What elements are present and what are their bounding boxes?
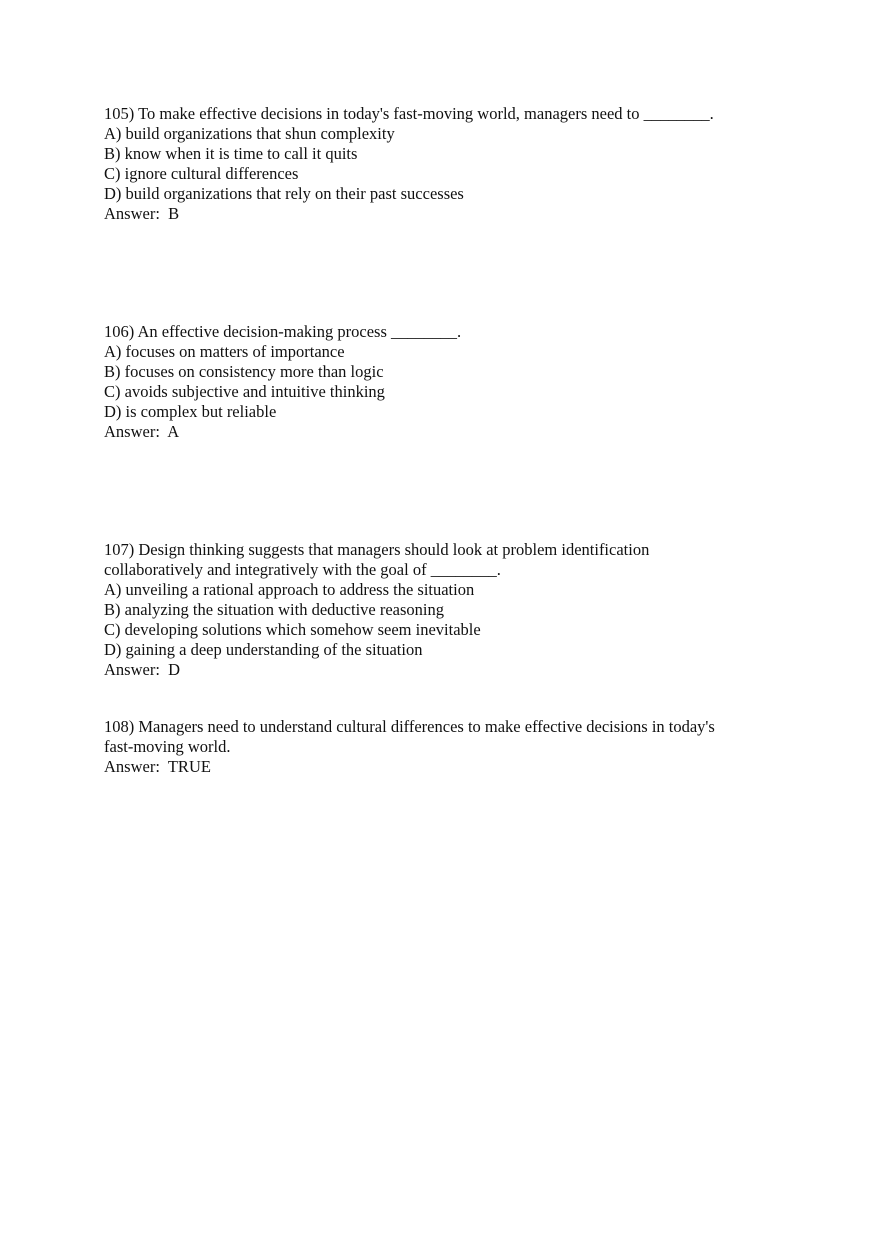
answer-option-a: A) focuses on matters of importance: [104, 342, 345, 361]
question-text: Design thinking suggests that managers should look at problem identification: [138, 540, 650, 559]
question-stem: [104, 104, 784, 124]
question-number: 105): [104, 104, 135, 123]
answer-key: Answer: TRUE: [104, 757, 211, 776]
answer-option-d: D) gaining a deep understanding of the situation: [104, 640, 423, 659]
answer-option-d: D) is complex but reliable: [104, 402, 277, 421]
answer-option-b: B) analyzing the situation with deductive reasoning: [104, 600, 444, 619]
answer-option-a: A) unveiling a rational approach to address the situation: [104, 580, 475, 599]
question-107: [104, 540, 784, 680]
question-text: Managers need to understand cultural differences to make effective decisions in today's: [138, 717, 715, 736]
question-text: To make effective decisions in today's fast-moving world, managers need to ________.: [138, 104, 714, 123]
answer-option-d: D) build organizations that rely on their past successes: [104, 184, 464, 203]
question-105: [104, 104, 784, 224]
answer-key: Answer: D: [104, 660, 181, 679]
question-text-continued: collaboratively and integratively with the goal of ________.: [104, 560, 501, 579]
answer-option-b: B) know when it is time to call it quits: [104, 144, 358, 163]
question-number: 107): [104, 540, 135, 559]
question-106: [104, 322, 784, 442]
answer-option-b: B) focuses on consistency more than logic: [104, 362, 384, 381]
question-text-continued: fast-moving world.: [104, 737, 231, 756]
answer-option-c: C) developing solutions which somehow seem inevitable: [104, 620, 481, 639]
answer-key: Answer: B: [104, 204, 180, 223]
question-text: An effective decision-making process ________.: [137, 322, 462, 341]
answer-option-a: A) build organizations that shun complexity: [104, 124, 395, 143]
question-stem: [104, 717, 784, 737]
answer-option-c: C) avoids subjective and intuitive thinking: [104, 382, 385, 401]
answer-option-c: C) ignore cultural differences: [104, 164, 299, 183]
question-number: 108): [104, 717, 135, 736]
question-number: 106): [104, 322, 135, 341]
question-stem: [104, 322, 784, 342]
question-stem: [104, 540, 784, 560]
answer-key: Answer: A: [104, 422, 180, 441]
question-108: [104, 717, 784, 777]
